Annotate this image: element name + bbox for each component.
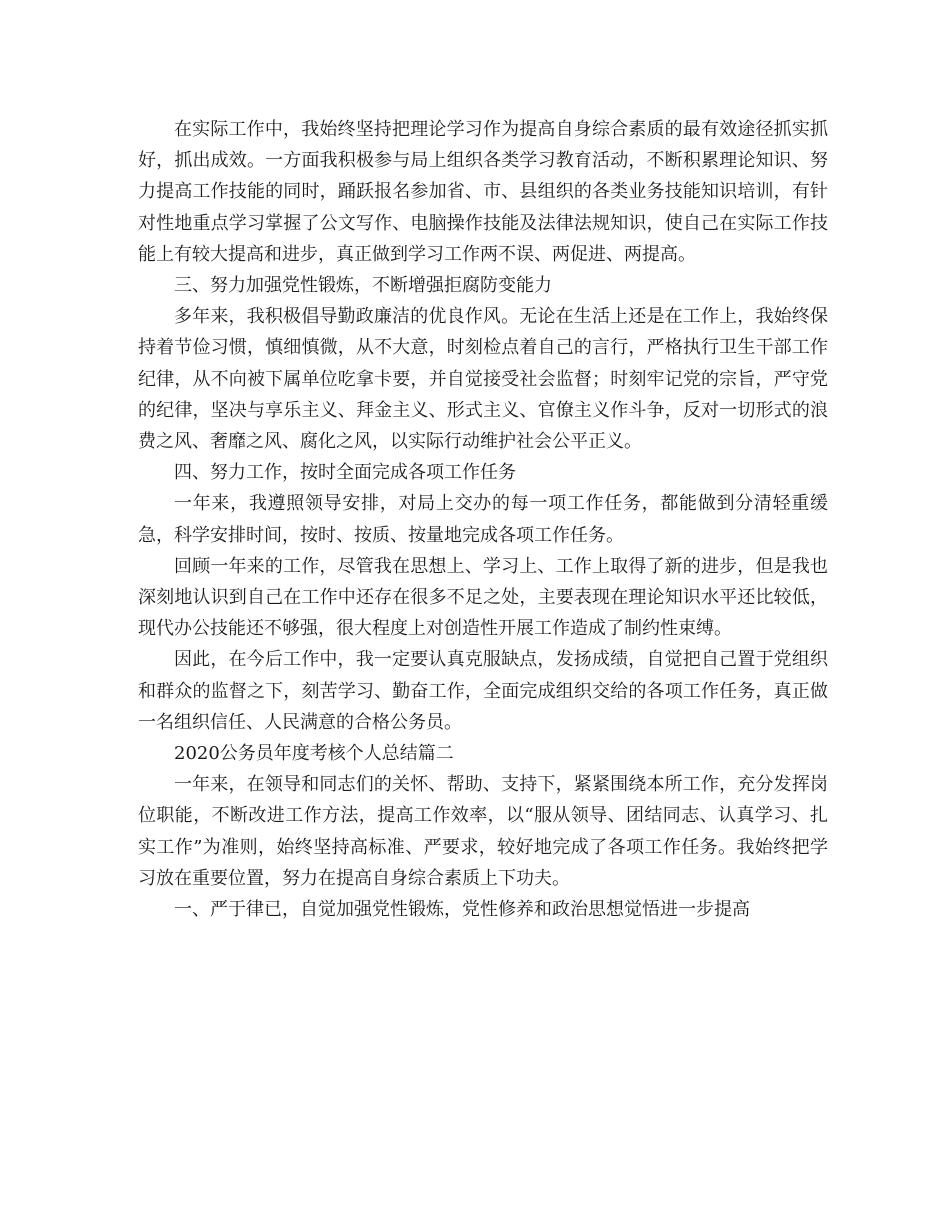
paragraph-task-completion: 一年来，我遵照领导安排，对局上交办的每一项工作任务，都能做到分清轻重缓急，科学安排时间，按时、按质、按量地完成各项工作任务。 (138, 493, 828, 546)
heading-section-four: 四、努力工作，按时全面完成各项工作任务 (174, 462, 516, 484)
document-page (138, 114, 828, 925)
heading-part-two-title: 2020公务员年度考核个人总结篇二 (174, 743, 454, 765)
paragraph-review: 回顾一年来的工作，尽管我在思想上、学习上、工作上取得了新的进步，但是我也深刻地认识到自己在工作中还存在很多不足之处，主要表现在理论知识水平还比较低，现代办公技能还不够强，很大程度上对创造性开展工作造成了制约性束缚。 (138, 555, 828, 640)
paragraph-study-practice: 在实际工作中，我始终坚持把理论学习作为提高自身综合素质的最有效途径抓实抓好，抓出成效。一方面我积极参与局上组织各类学习教育活动，不断积累理论知识、努力提高工作技能的同时，踊跃报名参加省、市、县组织的各类业务技能知识培训，有针对性地重点学习掌握了公文写作、电脑操作技能及法律法规知识，使自己在实际工作技能上有较大提高和进步，真正做到学习工作两不误、两促进、两提高。 (138, 119, 828, 265)
heading-section-three: 三、努力加强党性锻炼，不断增强拒腐防变能力 (174, 275, 552, 297)
paragraph-future-plan: 因此，在今后工作中，我一定要认真克服缺点，发扬成绩，自觉把自己置于党组织和群众的监督之下，刻苦学习、勤奋工作，全面完成组织交给的各项工作任务，真正做一名组织信任、人民满意的合格公务员。 (138, 649, 828, 733)
paragraph-part-two-intro: 一年来，在领导和同志们的关怀、帮助、支持下，紧紧围绕本所工作，充分发挥岗位职能，不断改进工作方法，提高工作效率，以“服从领导、团结同志、认真学习、扎实工作”为准则，始终坚持高标准、严要求，较好地完成了各项工作任务。我始终把学习放在重要位置，努力在提高自身综合素质上下功夫。 (138, 774, 828, 889)
paragraph-integrity: 多年来，我积极倡导勤政廉洁的优良作风。无论在生活上还是在工作上，我始终保持着节俭习惯，慎细慎微，从不大意，时刻检点着自己的言行，严格执行卫生干部工作纪律，从不向被下属单位吃拿卡要，并自觉接受社会监督；时刻牢记党的宗旨，严守党的纪律，坚决与享乐主义、拜金主义、形式主义、官僚主义作斗争，反对一切形式的浪费之风、奢靡之风、腐化之风，以实际行动维护社会公平正义。 (138, 306, 828, 453)
heading-section-one: 一、严于律已，自觉加强党性锻炼，党性修养和政治思想觉悟进一步提高 (174, 899, 750, 921)
